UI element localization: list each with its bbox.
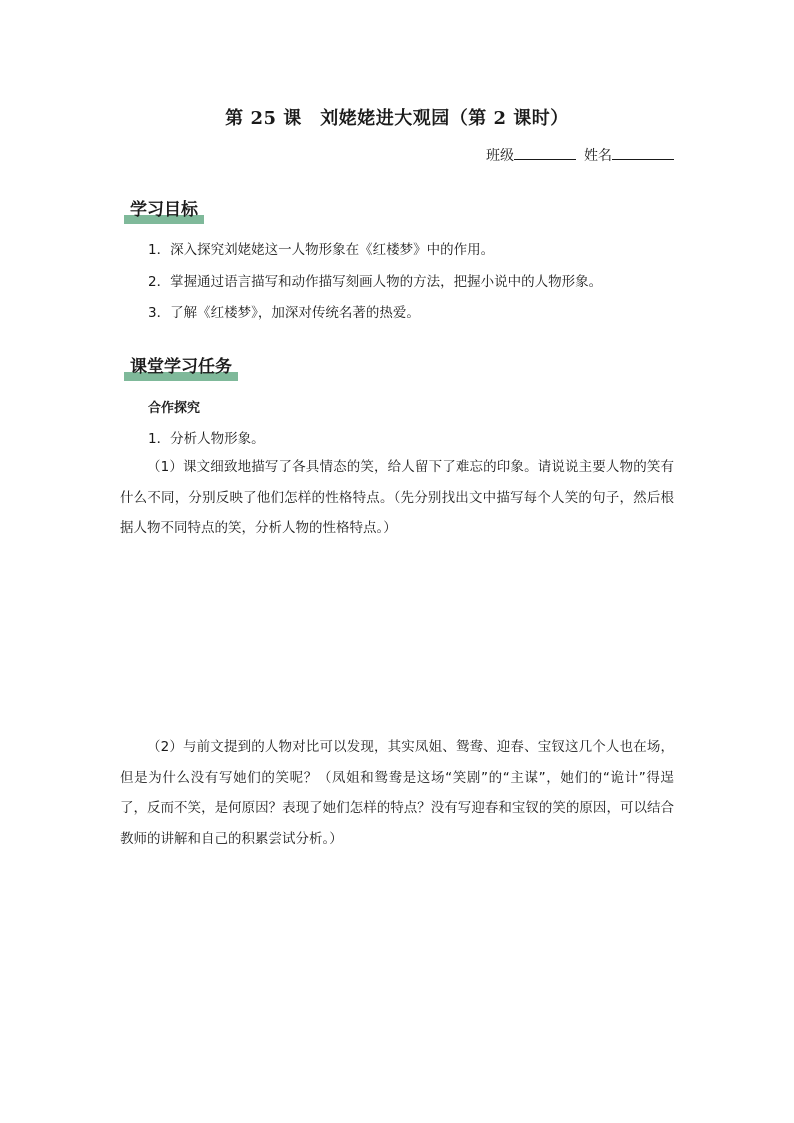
page-title: 第 25 课 刘姥姥进大观园（第 2 课时） <box>225 108 569 129</box>
name-label: 姓名 <box>584 148 612 164</box>
class-name-line <box>486 145 674 165</box>
tasks-heading-text: 课堂学习任务 <box>130 357 232 377</box>
goals-heading-text: 学习目标 <box>130 200 198 220</box>
question-1: （1）课文细致地描写了各具情态的笑，给人留下了难忘的印象。请说说主要人物的笑有什么不同，分别反映了他们怎样的性格特点。（先分别找出文中描写每个人笑的句子，然后根据人物不同特点的笑，分析人物的性格特点。） <box>120 459 674 536</box>
cooperative-inquiry-heading: 合作探究 <box>148 401 201 416</box>
goal-item-2: 2．掌握通过语言描写和动作描写刻画人物的方法，把握小说中的人物形象。 <box>148 274 603 290</box>
class-label: 班级 <box>486 148 514 164</box>
task-item-1: 1．分析人物形象。 <box>148 431 265 447</box>
goal-item-3: 3．了解《红楼梦》，加深对传统名著的热爱。 <box>148 305 420 321</box>
name-blank[interactable] <box>612 145 674 160</box>
section-heading-goals <box>124 195 204 222</box>
question-2: （2）与前文提到的人物对比可以发现，其实凤姐、鸳鸯、迎春、宝钗这几个人也在场，但是为什么没有写她们的笑呢？（凤姐和鸳鸯是这场“笑剧”的“主谋”，她们的“诡计”得逞了，反而不笑，是何原因？表现了她们怎样的特点？没有写迎春和宝钗的笑的原因，可以结合教师的讲解和自己的积累尝试分析。） <box>120 739 674 847</box>
section-heading-tasks <box>124 352 238 379</box>
class-blank[interactable] <box>514 145 576 160</box>
goal-item-1: 1．深入探究刘姥姥这一人物形象在《红楼梦》中的作用。 <box>148 242 495 258</box>
